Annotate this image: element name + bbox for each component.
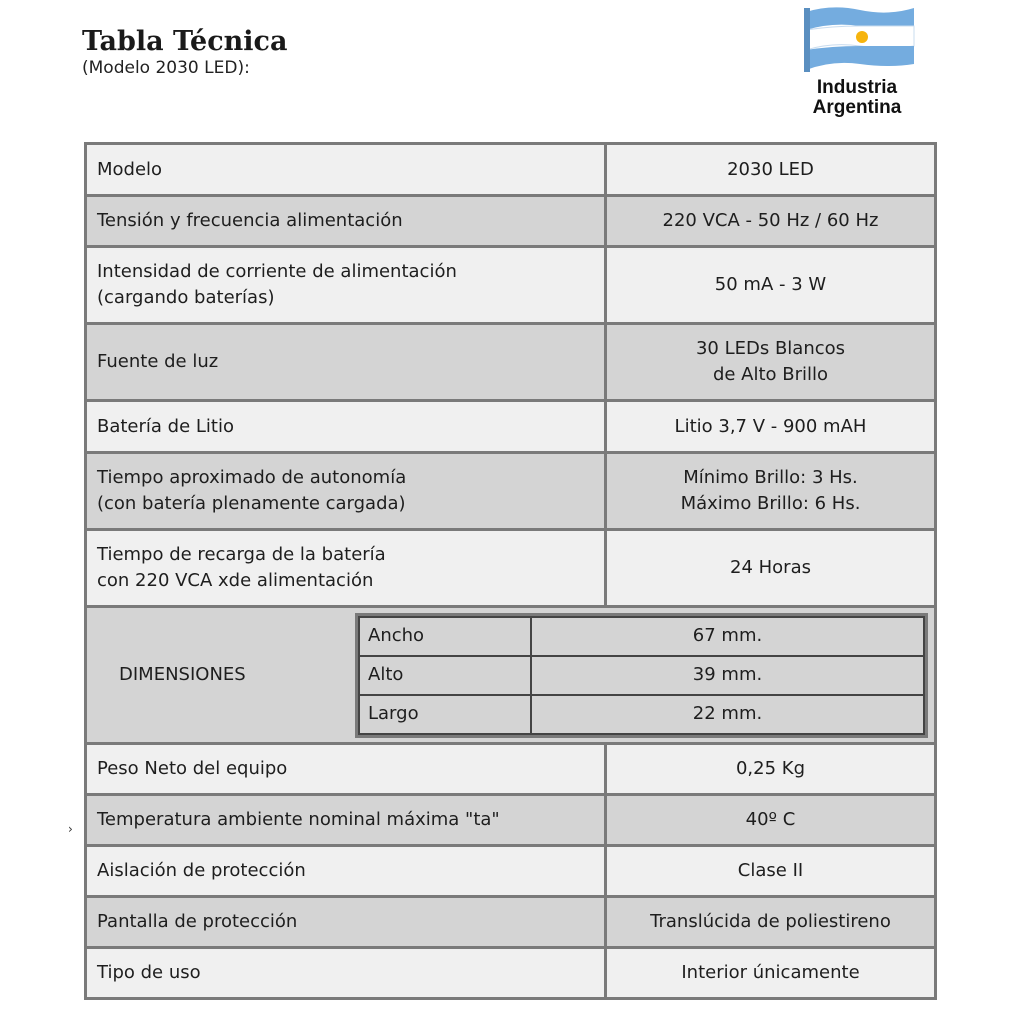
dimension-name: Ancho — [359, 617, 531, 656]
badge-line-1: Industria — [816, 77, 898, 98]
row-value: Clase II — [606, 846, 936, 897]
dimension-value: 22 mm. — [531, 695, 924, 734]
row-value: Interior únicamente — [606, 948, 936, 999]
table-row — [86, 401, 936, 453]
row-value: 30 LEDs Blancos de Alto Brillo — [606, 324, 936, 401]
row-label: Temperatura ambiente nominal máxima "ta" — [86, 795, 606, 846]
row-value: 50 mA - 3 W — [606, 247, 936, 324]
flag-pole — [804, 8, 810, 72]
row-value: 0,25 Kg — [606, 744, 936, 795]
row-label: Tensión y frecuencia alimentación — [86, 196, 606, 247]
row-value: Mínimo Brillo: 3 Hs. Máximo Brillo: 6 Hs. — [606, 453, 936, 530]
page-header — [82, 26, 287, 78]
argentina-flag-icon — [802, 2, 918, 72]
dimensions-label: DIMENSIONES — [119, 664, 246, 685]
dimensions-cell — [86, 607, 936, 744]
page-subtitle: (Modelo 2030 LED): — [82, 58, 250, 78]
table-row — [86, 453, 936, 530]
table-row — [86, 530, 936, 607]
dimensions-subtable-frame — [355, 613, 928, 738]
table-row — [86, 196, 936, 247]
dimensions-row — [86, 607, 936, 744]
row-label: Batería de Litio — [86, 401, 606, 453]
dimension-value: 67 mm. — [531, 617, 924, 656]
industria-argentina-badge — [798, 2, 918, 122]
dimensions-wrap — [87, 608, 934, 742]
dimension-row — [359, 695, 924, 734]
dimension-row — [359, 656, 924, 695]
badge-label — [798, 78, 916, 118]
table-row — [86, 897, 936, 948]
row-value: 40º C — [606, 795, 936, 846]
flag-sun — [856, 31, 868, 43]
table-row — [86, 144, 936, 196]
dimension-name: Alto — [359, 656, 531, 695]
dimensions-subtable — [358, 616, 925, 735]
row-value: 220 VCA - 50 Hz / 60 Hz — [606, 196, 936, 247]
row-value: 24 Horas — [606, 530, 936, 607]
row-value: Litio 3,7 V - 900 mAH — [606, 401, 936, 453]
badge-line-2: Argentina — [812, 97, 902, 118]
row-label: Intensidad de corriente de alimentación (cargando baterías) — [86, 247, 606, 324]
bullet-marker: › — [68, 822, 73, 836]
page-title: Tabla Técnica — [82, 26, 288, 57]
dimension-row — [359, 617, 924, 656]
table-row — [86, 744, 936, 795]
row-value: Translúcida de poliestireno — [606, 897, 936, 948]
row-label: Tiempo aproximado de autonomía (con batería plenamente cargada) — [86, 453, 606, 530]
table-row — [86, 948, 936, 999]
flag-stripe-bottom — [806, 46, 914, 70]
row-value: 2030 LED — [606, 144, 936, 196]
table-row — [86, 324, 936, 401]
row-label: Pantalla de protección — [86, 897, 606, 948]
row-label: Peso Neto del equipo — [86, 744, 606, 795]
spec-table — [84, 142, 937, 1000]
table-row — [86, 846, 936, 897]
table-row — [86, 247, 936, 324]
row-label: Fuente de luz — [86, 324, 606, 401]
row-label: Aislación de protección — [86, 846, 606, 897]
table-row — [86, 795, 936, 846]
row-label: Modelo — [86, 144, 606, 196]
dimension-value: 39 mm. — [531, 656, 924, 695]
row-label: Tiempo de recarga de la batería con 220 VCA xde alimentación — [86, 530, 606, 607]
dimension-name: Largo — [359, 695, 531, 734]
row-label: Tipo de uso — [86, 948, 606, 999]
